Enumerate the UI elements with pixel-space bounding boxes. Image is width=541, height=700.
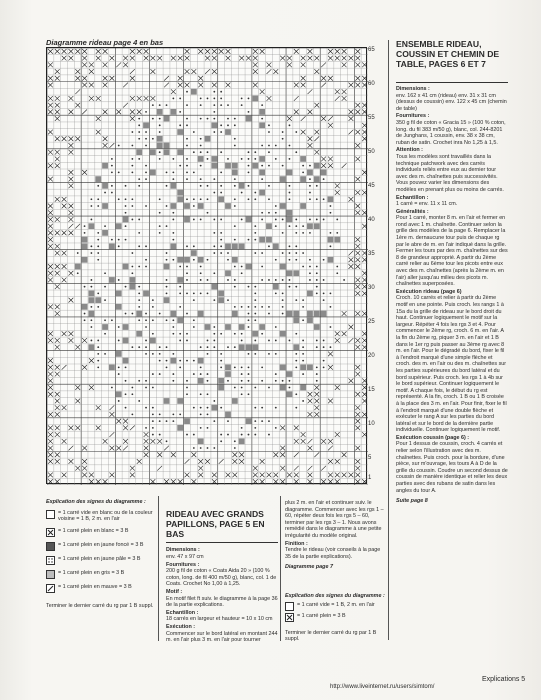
right-column — [396, 40, 508, 69]
mid-column-2 — [285, 500, 385, 644]
diagram-ref: Diagramme page 7 — [285, 564, 333, 571]
section-heading: RIDEAU AVEC GRANDS PAPILLONS, PAGE 5 EN BAS — [166, 509, 265, 539]
mid-column — [166, 510, 278, 645]
legend-text: = 1 carré plein = 3 B — [297, 612, 346, 619]
slash-square-icon — [46, 584, 55, 593]
row-number: 45 — [368, 183, 375, 189]
supplies-text: 200 g fil de coton « Coats Aida 20 » (100 % coton, long. de fil 400 m/50 g), blanc, col. 1 de Coats. Crochet No 1,00 à 1,25. — [166, 568, 277, 588]
continued-note: Suite page 8 — [396, 498, 428, 505]
dimensions-label: Dimensions : — [166, 547, 200, 554]
page-number: Explications 5 — [482, 676, 526, 683]
dimensions-text: env. 162 x 41 cm (rideau) env. 31 x 31 cm (dessus de coussin) env. 122 x 45 cm (chemin de table) — [396, 92, 507, 112]
legend-footer: Terminer le dernier carré du rg par 1 B suppl. — [285, 629, 377, 643]
legend-title: Explication des signes du diagramme : — [46, 499, 146, 505]
execution-text: Croch. 10 carrés et relier à partir du 2ème motif en une pointe. Puis croch. les rangs 1 à 15a du la grille de rideau sur le bord droit du haut. Continuer logiquement le motif sur la largeur. Répéter 4 fois les rgs 3 et 4. Pour commencer le 2ème rg, croch. 6 m. en l'air. A la fin du 2ème rg, piquer 3 m. en l'air et 1 B dans le 1er rg puis passer au 3ème rg avec 8 m. en l'air. Pour le dégradé du bord, fixer le fil à l'endroit marqué d'une simple flèche et croch. des m. en l'air ou des m. chaînettes sur les parties supérieures du bord latéral et du bord supérieur. Puis croch. les rgs 1 à 4b sur le bord supérieur. Continuer logiquement le motif. A chaque fois, le début du rg est représenté. A la fin, croch. 1 B ou 1 B croisée à la place des 3 m. en l'air. Pour finir, fixer le fil à l'endroit marqué d'une double flèche et exécuter le rang A sur les parties du bord latéral et sur le bord de la dernière partie individuelle. Continuer logiquement le motif. — [396, 295, 507, 434]
legend-text: = 1 carré plein en blanc = 3 B — [58, 527, 129, 534]
supplies-text: 350 g fil de coton « Gracia 15 » (100 % coton, long. du fil 383 m/50 g), blanc, col. 244-8201 de Junghans, 1 coussin, env. 38 x 38 cm, ruban de satin. Crochet inra No 1,25 à 1,5. — [396, 119, 506, 146]
sample-text: 1 carré = env. 11 x 11 cm. — [396, 201, 458, 208]
legend-title: Explication des signes du diagramme : — [285, 592, 385, 599]
section-heading: ENSEMBLE RIDEAU, COUSSIN ET CHEMIN DE TABLE, PAGES 6 ET 7 — [396, 39, 500, 69]
heading-rule — [396, 82, 508, 83]
legend-text: = 1 carré plein en jaune foncé = 3 B — [58, 541, 144, 548]
legend-item — [46, 570, 156, 579]
grid-lines — [47, 48, 368, 485]
attention-label: Attention : — [396, 147, 423, 154]
legend-item — [285, 602, 385, 611]
legend-text: = 1 carré vide = 1 B, 2 m. en l'air — [297, 601, 375, 608]
row-number: 55 — [368, 115, 375, 121]
legend-item — [46, 542, 156, 551]
row-number: 15 — [368, 387, 375, 393]
grey-square-icon — [46, 570, 55, 579]
row-number: 60 — [368, 81, 375, 87]
legend-item — [46, 556, 156, 565]
row-numbers — [368, 47, 382, 484]
legend-text: = 1 carré plein en gris = 3 B — [58, 569, 125, 576]
x-square-icon — [46, 528, 55, 537]
finishing-text: Tendre le rideau (voir conseils à la page 35 de la partie explications). — [285, 547, 381, 560]
heading-rule — [166, 542, 278, 543]
diagram-title: Diagramme rideau page 4 en bas — [46, 38, 164, 47]
motif-text: En motif filet ft suiv. le diagramme à la page 36 de la partie explications. — [166, 595, 278, 609]
row-number: 35 — [368, 251, 375, 257]
chart-grid-svg — [47, 48, 368, 485]
legend-footer: Terminer le dernier carré du rg par 1 B suppl. — [46, 602, 154, 609]
supplies-label: Fournitures : — [166, 561, 200, 568]
legend-item — [46, 584, 156, 593]
crochet-chart — [46, 47, 367, 484]
footer-url: http://www.liveinternet.ru/users/simtom/ — [330, 684, 435, 690]
execution-text: Commencer sur le bord latéral en montant 244 m. en l'air plus 3 m. en l'air pour tourner — [166, 630, 278, 644]
empty-square-icon — [285, 602, 294, 611]
right-body — [396, 86, 508, 506]
execution-label: Exécution : — [166, 623, 196, 630]
supplies-label: Fournitures : — [396, 113, 430, 120]
legend-item — [46, 510, 156, 523]
execution-cushion-text: Pour 1 dessus de coussin, croch. 4 carrés et relier selon l'illustration avec des m. chaînettes. Puis croch. pour la bordure, d'une pièce, sur m'ouvrage, les tours A à D de la grille du coussin. Coudre un second dessus de coussin de manière identique et relier les deux parties avec des rubans de satin dans les angles du tour A. — [396, 441, 508, 494]
legend — [46, 499, 156, 609]
row-number: 65 — [368, 47, 375, 53]
legend-item — [285, 613, 385, 622]
execution-cushion-label: Exécution coussin (page 6) : — [396, 434, 470, 441]
general-text: Pour 1 carré, monter 8 m. en l'air et fermer en rond avec 1 m. chaînette. Continuer selon la grille des modèles de la page 6. Remplacer la 1ère m. dernaucune tour puis de chaque rg par le abre de m. en l'air indiqué dans la grille. Fermer les tours par des m. chaînettes sur des 8 de grandeur approprié. A partir du 2ème carré relier au 6ème tour les picots entre eux avec des m. chaînettes (après la 2ème m. en l'air) aller jusqu'au milieu des picots m. chaînettes superposées. — [396, 215, 508, 288]
row-number: 1 — [368, 475, 372, 481]
empty-square-icon — [46, 510, 55, 519]
column-divider — [388, 40, 389, 640]
legend-text: = 1 carré plein en jaune pâle = 3 B — [58, 555, 141, 562]
column-divider — [280, 496, 281, 641]
legend-text: = 1 carré vide en blanc ou de la couleur voisine = 1 B, 2 m. en l'air — [58, 510, 153, 523]
row-number: 50 — [368, 149, 375, 155]
execution-label: Exécution rideau (page 6) — [396, 288, 462, 295]
legend-text: = 1 carré plein en mauve = 3 B — [58, 583, 132, 590]
dotted-square-icon — [46, 556, 55, 565]
row-number: 25 — [368, 319, 375, 325]
dark-square-icon — [46, 542, 55, 551]
x-square-icon — [285, 613, 294, 622]
general-label: Généralités : — [396, 208, 429, 215]
row-number: 20 — [368, 353, 375, 359]
row-number: 40 — [368, 217, 375, 223]
column-divider — [158, 496, 159, 641]
grid-marks — [48, 49, 367, 484]
attention-text: Tous les modèles sont travaillés dans la technique patchwork avec des carrés individuels reliés entre eux au dernier tour avec des m. chaînettes puis successivités. Vous pouvez varier les dimensions des modèles en prenant plus ou moins de carrés. — [396, 153, 504, 193]
finishing-label: Finition : — [285, 540, 308, 547]
sample-label: Echantillon : — [166, 609, 199, 616]
continuation-text: plus 2 m. en l'air et continuer suiv. le diagramme. Commencer avec les rgs 1 – 60, répéter deux fois les rgs 5 – 60, terminer par les rgs 3 – 1. Nous avons remédié dans le diagramme à une petite irrégularité du modèle original. — [285, 500, 384, 539]
row-number: 30 — [368, 285, 375, 291]
row-number: 5 — [368, 455, 372, 461]
sample-label: Echantillon : — [396, 194, 429, 201]
dimensions-text: env. 47 x 97 cm — [166, 553, 204, 560]
sample-text: 18 carrés en largeur et hauteur = 10 x 10 cm — [166, 616, 273, 623]
legend-item — [46, 528, 156, 537]
row-number: 10 — [368, 421, 375, 427]
dimensions-label: Dimensions : — [396, 86, 430, 92]
motif-label: Motif : — [166, 588, 183, 595]
